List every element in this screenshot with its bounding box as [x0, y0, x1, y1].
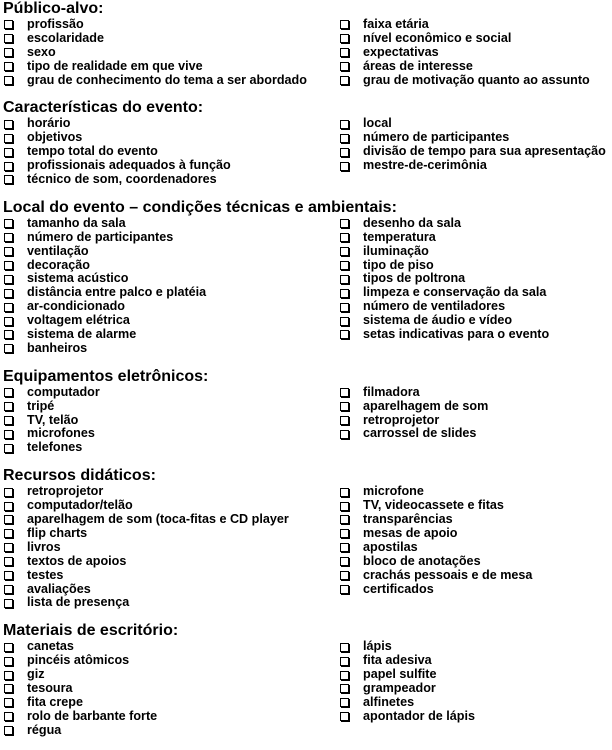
checklist-item: [339, 668, 609, 682]
checklist-column-right: [339, 117, 609, 186]
section-title: Recursos didáticos:: [3, 467, 156, 485]
checkbox-icon[interactable]: [340, 261, 349, 270]
section-spacer: [3, 455, 612, 467]
checkbox-icon[interactable]: [4, 330, 13, 339]
checklist-column-left: [3, 18, 339, 87]
checklist-item-label: sistema de alarme: [27, 327, 137, 342]
checklist-columns: [3, 386, 612, 455]
checkbox-icon[interactable]: [340, 402, 349, 411]
checkbox-icon[interactable]: [4, 698, 13, 707]
checklist-item: [339, 117, 609, 131]
checkbox-icon[interactable]: [4, 289, 13, 298]
checklist-item: [3, 173, 339, 187]
checkbox-icon[interactable]: [340, 684, 349, 693]
checklist-item: [3, 696, 339, 710]
checkbox-icon[interactable]: [4, 543, 13, 552]
checklist-item: [339, 696, 609, 710]
checklist-item-label: fita adesiva: [363, 653, 432, 668]
checkbox-icon[interactable]: [4, 643, 13, 652]
checkbox-icon[interactable]: [4, 317, 13, 326]
section-spacer: [3, 610, 612, 622]
checklist-item-label: áreas de interesse: [363, 58, 473, 73]
checklist-item: [3, 286, 339, 300]
checkbox-icon[interactable]: [4, 430, 13, 439]
checklist-item-label: transparências: [363, 512, 453, 527]
checkbox-icon[interactable]: [340, 48, 349, 57]
checklist-columns: [3, 217, 612, 356]
checklist-column-right: [339, 217, 609, 356]
checkbox-icon[interactable]: [4, 444, 13, 453]
checkbox-icon[interactable]: [340, 162, 349, 171]
checklist-item-label: computador/telão: [27, 498, 133, 513]
checklist-item-label: profissionais adequados à função: [27, 158, 231, 173]
checklist-item-label: sistema acústico: [27, 271, 129, 286]
section-local-do-evento-condicoes-tecnicas-e-ambientais: [3, 199, 612, 356]
checklist-item-label: decoração: [27, 257, 90, 272]
checkbox-icon[interactable]: [340, 303, 349, 312]
checklist-item: [3, 654, 339, 668]
checklist-item: [3, 541, 339, 555]
checkbox-icon[interactable]: [340, 20, 349, 29]
checklist-item-label: giz: [27, 667, 45, 682]
checkbox-icon[interactable]: [4, 657, 13, 666]
checklist-item-label: grau de motivação quanto ao assunto: [363, 72, 590, 87]
checkbox-icon[interactable]: [4, 585, 13, 594]
checklist-item: [3, 583, 339, 597]
checklist-item-label: distância entre palco e platéia: [27, 285, 207, 300]
checklist-item-label: nível econômico e social: [363, 30, 512, 45]
checklist-item-label: divisão de tempo para sua apresentação: [363, 144, 606, 159]
checklist-item: [339, 314, 609, 328]
checklist-item: [3, 117, 339, 131]
checkbox-icon[interactable]: [4, 34, 13, 43]
checklist-column-left: [3, 117, 339, 186]
checklist-item: [3, 414, 339, 428]
checklist-item-label: objetivos: [27, 130, 83, 145]
checklist-item: [3, 300, 339, 314]
section-title: Características do evento:: [3, 99, 204, 117]
checkbox-icon[interactable]: [4, 402, 13, 411]
checkbox-icon[interactable]: [4, 571, 13, 580]
checkbox-icon[interactable]: [4, 712, 13, 721]
checklist-item: [339, 300, 609, 314]
checklist-item: [3, 596, 339, 610]
checklist-item-label: lápis: [363, 639, 392, 654]
checklist-item: [339, 18, 609, 32]
checklist-item-label: escolaridade: [27, 30, 105, 45]
checklist-item: [339, 159, 609, 173]
checkbox-icon[interactable]: [340, 557, 349, 566]
checklist-item: [3, 682, 339, 696]
section-spacer: [3, 187, 612, 199]
checklist-item-label: lista de presença: [27, 595, 130, 610]
checkbox-icon[interactable]: [340, 657, 349, 666]
checklist-item: [339, 513, 609, 527]
checkbox-icon[interactable]: [340, 134, 349, 143]
checkbox-icon[interactable]: [4, 120, 13, 129]
checklist-item: [339, 583, 609, 597]
checklist-item: [3, 314, 339, 328]
checklist-columns: [3, 485, 612, 610]
checklist-item: [339, 145, 609, 159]
section-equipamentos-eletronicos: [3, 368, 612, 455]
section-spacer: [3, 356, 612, 368]
checklist-item-label: grampeador: [363, 680, 436, 695]
checkbox-icon[interactable]: [340, 515, 349, 524]
checklist-item: [3, 60, 339, 74]
checklist-item: [339, 217, 609, 231]
checkbox-icon[interactable]: [4, 416, 13, 425]
checklist-item: [3, 245, 339, 259]
checklist-columns: [3, 18, 612, 87]
checklist-item: [339, 131, 609, 145]
checklist-item: [339, 74, 609, 88]
checklist-item: [3, 427, 339, 441]
checkbox-icon[interactable]: [340, 62, 349, 71]
checklist-item: [339, 555, 609, 569]
checklist-item: [3, 328, 339, 342]
checklist-item: [3, 668, 339, 682]
checkbox-icon[interactable]: [4, 726, 13, 735]
checklist-item: [339, 32, 609, 46]
checkbox-icon[interactable]: [340, 571, 349, 580]
checklist-item: [3, 231, 339, 245]
checkbox-icon[interactable]: [4, 162, 13, 171]
checklist-item: [339, 60, 609, 74]
checklist-item-label: TV, telão: [27, 412, 79, 427]
checkbox-icon[interactable]: [340, 247, 349, 256]
checklist-item: [3, 217, 339, 231]
checkbox-icon[interactable]: [4, 148, 13, 157]
checkbox-icon[interactable]: [340, 233, 349, 242]
checkbox-icon[interactable]: [4, 388, 13, 397]
checklist-item: [3, 18, 339, 32]
checkbox-icon[interactable]: [340, 34, 349, 43]
checklist-columns: [3, 640, 612, 737]
checklist-item: [339, 499, 609, 513]
section-title: Público-alvo:: [3, 0, 104, 17]
checklist-item: [3, 555, 339, 569]
checklist-item-label: limpeza e conservação da sala: [363, 285, 547, 300]
checklist-item-label: tipo de realidade em que vive: [27, 58, 203, 73]
checklist-item: [339, 654, 609, 668]
checklist-item: [339, 569, 609, 583]
section-title: Local do evento – condições técnicas e ambientais:: [3, 198, 397, 216]
checkbox-icon[interactable]: [340, 488, 349, 497]
checkbox-icon[interactable]: [340, 585, 349, 594]
checklist-item: [339, 272, 609, 286]
checkbox-icon[interactable]: [4, 557, 13, 566]
checklist-item-label: aparelhagem de som: [363, 398, 489, 413]
checklist-item: [3, 485, 339, 499]
checklist-item: [3, 499, 339, 513]
checklist-item-label: número de participantes: [363, 130, 510, 145]
checklist-item: [339, 400, 609, 414]
checklist-column-left: [3, 485, 339, 610]
checklist-columns: [3, 117, 612, 186]
checkbox-icon[interactable]: [4, 599, 13, 608]
checkbox-icon[interactable]: [340, 219, 349, 228]
checklist-item: [339, 231, 609, 245]
checklist-item: [3, 342, 339, 356]
checklist-column-left: [3, 217, 339, 356]
checkbox-icon[interactable]: [4, 261, 13, 270]
checkbox-icon[interactable]: [4, 62, 13, 71]
checklist-item-label: crachás pessoais e de mesa: [363, 567, 533, 582]
checklist-item: [3, 145, 339, 159]
checkbox-icon[interactable]: [340, 643, 349, 652]
checklist-item-label: pincéis atômicos: [27, 653, 130, 668]
checklist-item-label: telefones: [27, 440, 83, 455]
checklist-item: [3, 259, 339, 273]
checklist-item-label: grau de conhecimento do tema a ser abordado: [27, 72, 307, 87]
checkbox-icon[interactable]: [4, 48, 13, 57]
checklist-item: [3, 441, 339, 455]
checkbox-icon[interactable]: [340, 76, 349, 85]
checklist-item-label: retroprojetor: [27, 484, 104, 499]
checklist-item: [3, 131, 339, 145]
checkbox-icon[interactable]: [340, 502, 349, 511]
checklist-item-label: ar-condicionado: [27, 299, 125, 314]
checklist-item-label: papel sulfite: [363, 667, 437, 682]
checklist-item: [3, 640, 339, 654]
checklist-item: [339, 682, 609, 696]
checklist-item: [3, 272, 339, 286]
checklist-item-label: tesoura: [27, 680, 73, 695]
checklist-item-label: carrossel de slides: [363, 426, 477, 441]
checklist-column-left: [3, 640, 339, 737]
checkbox-icon[interactable]: [4, 515, 13, 524]
checklist-item-label: canetas: [27, 639, 74, 654]
checkbox-icon[interactable]: [4, 76, 13, 85]
checklist-item-label: mesas de apoio: [363, 525, 458, 540]
checklist-item-label: livros: [27, 539, 61, 554]
checkbox-icon[interactable]: [4, 275, 13, 284]
checklist-item: [339, 286, 609, 300]
checklist-column-right: [339, 640, 609, 737]
checklist-item: [339, 386, 609, 400]
checklist-item-label: testes: [27, 567, 64, 582]
checklist-item-label: tipo de piso: [363, 257, 434, 272]
checklist-item-label: microfones: [27, 426, 95, 441]
checklist-item-label: mestre-de-cerimônia: [363, 158, 487, 173]
checkbox-icon[interactable]: [4, 671, 13, 680]
checklist-item-label: apontador de lápis: [363, 708, 475, 723]
checkbox-icon[interactable]: [340, 388, 349, 397]
checkbox-icon[interactable]: [4, 488, 13, 497]
checklist-item-label: apostilas: [363, 539, 418, 554]
checkbox-icon[interactable]: [340, 275, 349, 284]
checklist-item-label: horário: [27, 116, 71, 131]
checklist-item-label: computador: [27, 384, 100, 399]
checklist-item: [3, 386, 339, 400]
checklist-item-label: desenho da sala: [363, 215, 461, 230]
checklist-item: [3, 74, 339, 88]
checklist-item-label: avaliações: [27, 581, 91, 596]
checklist-item-label: tempo total do evento: [27, 144, 158, 159]
checklist-item: [339, 46, 609, 60]
section-materiais-de-escritorio: [3, 622, 612, 737]
checklist-item-label: TV, videocassete e fitas: [363, 498, 504, 513]
checklist-item-label: retroprojetor: [363, 412, 440, 427]
section-title: Equipamentos eletrônicos:: [3, 367, 209, 385]
checklist-item-label: ventilação: [27, 243, 89, 258]
checklist-item: [3, 400, 339, 414]
checkbox-icon[interactable]: [4, 529, 13, 538]
checklist-column-left: [3, 386, 339, 455]
checkbox-icon[interactable]: [4, 175, 13, 184]
checkbox-icon[interactable]: [340, 671, 349, 680]
checkbox-icon[interactable]: [4, 303, 13, 312]
checkbox-icon[interactable]: [340, 543, 349, 552]
checkbox-icon[interactable]: [340, 430, 349, 439]
checklist-item-label: local: [363, 116, 392, 131]
checklist-item-label: número de ventiladores: [363, 299, 506, 314]
checklist-item-label: temperatura: [363, 229, 436, 244]
checkbox-icon[interactable]: [340, 148, 349, 157]
checklist-item: [339, 259, 609, 273]
checklist-item-label: tipos de poltrona: [363, 271, 466, 286]
checkbox-icon[interactable]: [340, 529, 349, 538]
checklist-item: [339, 485, 609, 499]
checkbox-icon[interactable]: [340, 698, 349, 707]
checklist-item-label: voltagem elétrica: [27, 313, 130, 328]
checkbox-icon[interactable]: [340, 120, 349, 129]
checklist-item: [3, 710, 339, 724]
checkbox-icon[interactable]: [4, 502, 13, 511]
section-publico-alvo: [3, 0, 612, 87]
checklist-item-label: tripé: [27, 398, 55, 413]
checklist-item: [339, 527, 609, 541]
checklist-item-label: bloco de anotações: [363, 553, 481, 568]
checkbox-icon[interactable]: [340, 330, 349, 339]
checklist-item: [339, 710, 609, 724]
checklist-item: [3, 569, 339, 583]
section-title: Materiais de escritório:: [3, 622, 179, 640]
checklist-item-label: número de participantes: [27, 229, 174, 244]
checklist-item: [3, 513, 339, 527]
checkbox-icon[interactable]: [4, 344, 13, 353]
checklist-item: [339, 427, 609, 441]
checklist-item-label: aparelhagem de som (toca-fitas e CD player: [27, 512, 289, 527]
checklist-item: [339, 245, 609, 259]
checklist-item: [3, 159, 339, 173]
checkbox-icon[interactable]: [4, 20, 13, 29]
checklist-item: [339, 328, 609, 342]
checklist-item: [3, 46, 339, 60]
checkbox-icon[interactable]: [340, 416, 349, 425]
checklist-item: [339, 640, 609, 654]
checklist-item-label: textos de apoios: [27, 553, 127, 568]
checklist-item-label: setas indicativas para o evento: [363, 327, 550, 342]
checklist-item: [339, 541, 609, 555]
section-spacer: [3, 87, 612, 99]
checklist-item: [3, 32, 339, 46]
checklist-column-right: [339, 18, 609, 87]
checkbox-icon[interactable]: [4, 134, 13, 143]
checkbox-icon[interactable]: [4, 219, 13, 228]
checklist-item-label: flip charts: [27, 525, 88, 540]
checklist-item-label: filmadora: [363, 384, 420, 399]
checklist-item-label: profissão: [27, 17, 84, 31]
checklist-column-right: [339, 485, 609, 610]
checklist-item-label: certificados: [363, 581, 434, 596]
checkbox-icon[interactable]: [340, 317, 349, 326]
checklist-item-label: fita crepe: [27, 694, 83, 709]
checklist-column-right: [339, 386, 609, 455]
checklist-item-label: sexo: [27, 44, 56, 59]
checklist-item-label: sistema de áudio e vídeo: [363, 313, 513, 328]
checkbox-icon[interactable]: [4, 233, 13, 242]
checklist-item-label: tamanho da sala: [27, 215, 126, 230]
checkbox-icon[interactable]: [340, 712, 349, 721]
checklist-item-label: rolo de barbante forte: [27, 708, 158, 723]
checklist-item-label: iluminação: [363, 243, 429, 258]
checklist-item: [3, 527, 339, 541]
checkbox-icon[interactable]: [340, 289, 349, 298]
section-caracteristicas-do-evento: [3, 99, 612, 186]
checklist-item-label: banheiros: [27, 340, 88, 355]
checklist-item-label: alfinetes: [363, 694, 415, 709]
checklist-item-label: régua: [27, 722, 62, 737]
section-recursos-didaticos: [3, 467, 612, 610]
checkbox-icon[interactable]: [4, 247, 13, 256]
checklist-item-label: microfone: [363, 484, 424, 499]
checklist-item-label: faixa etária: [363, 17, 429, 31]
checklist-item: [3, 724, 339, 738]
checklist-item: [339, 414, 609, 428]
checklist-item-label: técnico de som, coordenadores: [27, 172, 217, 187]
checklist-item-label: expectativas: [363, 44, 439, 59]
checkbox-icon[interactable]: [4, 684, 13, 693]
